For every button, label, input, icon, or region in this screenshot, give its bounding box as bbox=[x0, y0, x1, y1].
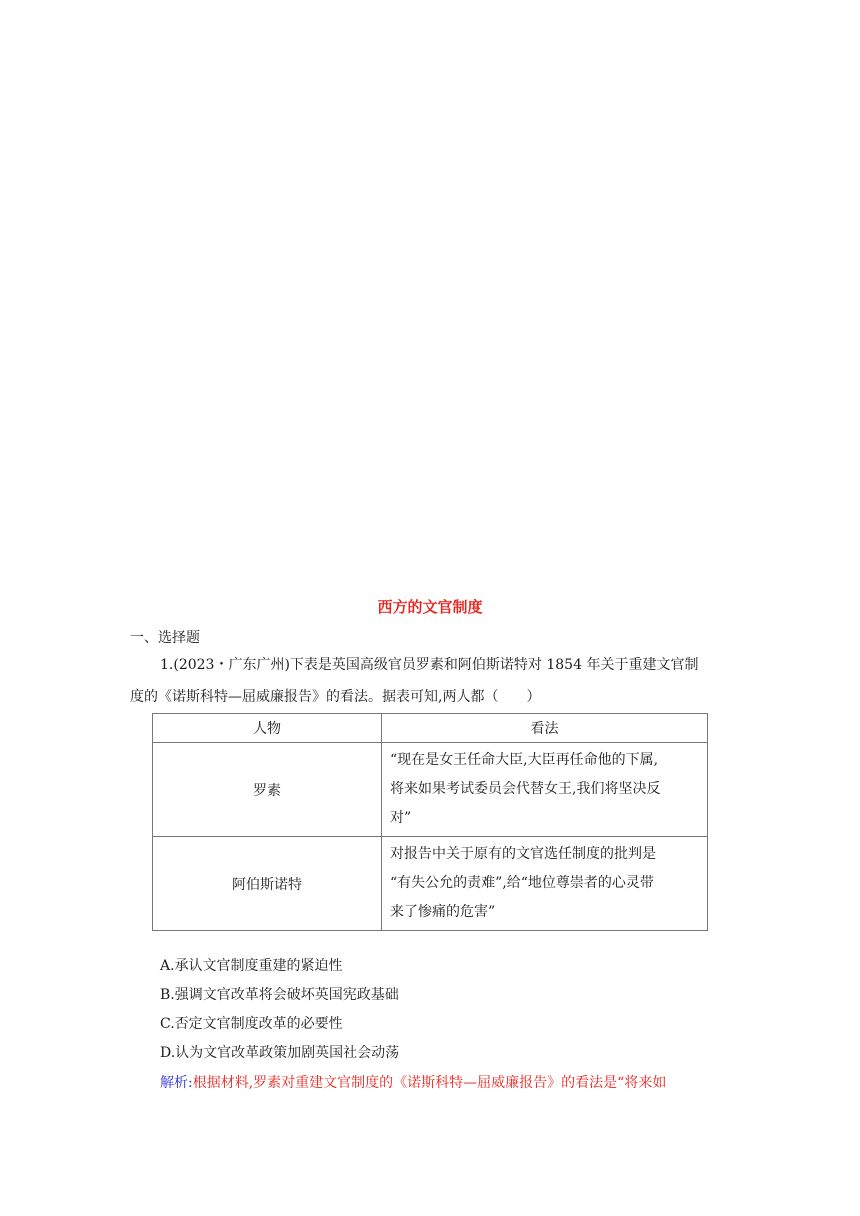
option-b: B.强调文官改革将会破坏英国宪政基础 bbox=[160, 987, 399, 1003]
table-cell-person: 罗素 bbox=[153, 743, 382, 837]
view-line: 对” bbox=[390, 810, 412, 826]
analysis-text: 根据材料,罗素对重建文官制度的《诺斯科特—屈威廉报告》的看法是“将来如 bbox=[192, 1075, 667, 1091]
table-header-person: 人物 bbox=[153, 714, 382, 743]
table-cell-view bbox=[382, 743, 708, 837]
table-header-view: 看法 bbox=[382, 714, 708, 743]
question-line-1: 1.(2023・广东广州)下表是英国高级官员罗素和阿伯斯诺特对 1854 年关于重建文官制 bbox=[160, 657, 699, 673]
question-line-2: 度的《诺斯科特—屈威廉报告》的看法。据表可知,两人都（ ） bbox=[130, 689, 541, 705]
view-line: 将来如果考试委员会代替女王,我们将坚决反 bbox=[390, 781, 661, 797]
option-c: C.否定文官制度改革的必要性 bbox=[160, 1016, 343, 1032]
page-title: 西方的文官制度 bbox=[377, 598, 483, 616]
section-heading: 一、选择题 bbox=[130, 630, 200, 646]
option-d: D.认为文官改革政策加剧英国社会动荡 bbox=[160, 1045, 400, 1061]
view-line: “有失公允的责难”,给“地位尊崇者的心灵带 bbox=[390, 875, 654, 891]
view-line: 来了惨痛的危害” bbox=[390, 904, 496, 920]
table-cell-person: 阿伯斯诺特 bbox=[153, 837, 382, 931]
table-header-row bbox=[153, 714, 708, 743]
table-row bbox=[153, 837, 708, 931]
option-a: A.承认文官制度重建的紧迫性 bbox=[160, 958, 343, 974]
table-row bbox=[153, 743, 708, 837]
view-line: “现在是女王任命大臣,大臣再任命他的下属, bbox=[390, 752, 659, 768]
table-cell-view bbox=[382, 837, 708, 931]
views-table bbox=[152, 713, 708, 931]
analysis bbox=[160, 1072, 666, 1092]
view-line: 对报告中关于原有的文官选任制度的批判是 bbox=[390, 846, 656, 862]
analysis-label: 解析: bbox=[160, 1075, 193, 1091]
